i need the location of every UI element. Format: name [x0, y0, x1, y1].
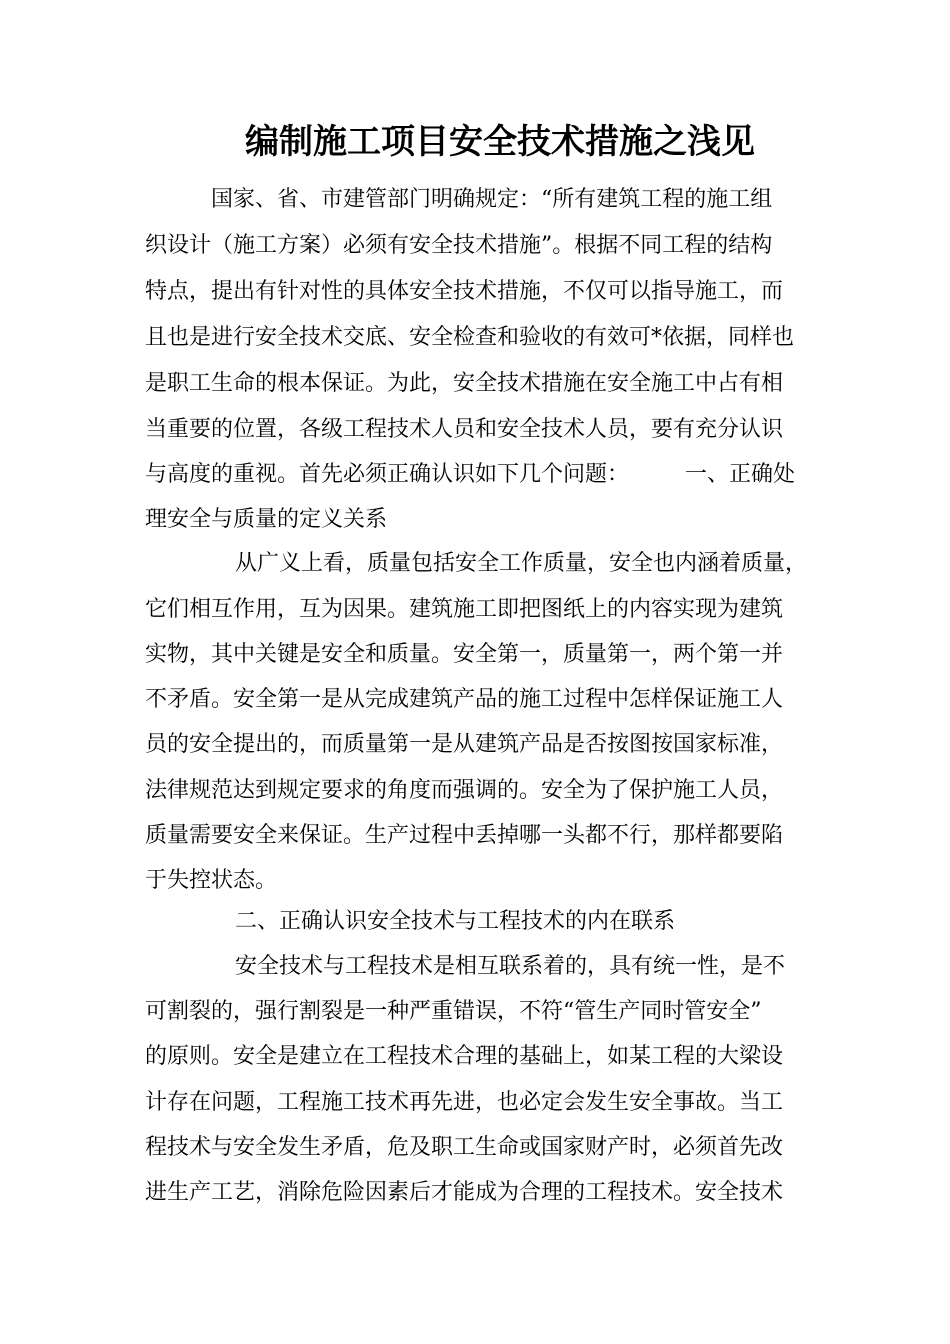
- paragraph-line: 于失控状态。: [145, 868, 278, 893]
- paragraph-line: 从广义上看，质量包括安全工作质量，安全也内涵着质量，: [235, 551, 808, 576]
- paragraph-line-text: 与高度的重视。首先必须正确认识如下几个问题：: [145, 462, 630, 487]
- paragraph-line: 质量需要安全来保证。生产过程中丢掉哪一头都不行，那样都要陷: [145, 823, 784, 848]
- paragraph-line: 计存在问题，工程施工技术再先进，也必定会发生安全事故。当工: [145, 1090, 784, 1115]
- paragraph-line: 实物，其中关键是安全和质量。安全第一，质量第一，两个第一并: [145, 642, 784, 667]
- paragraph-line: 程技术与安全发生矛盾，危及职工生命或国家财产时，必须首先改: [145, 1135, 784, 1160]
- section-heading-1: 一、正确处: [685, 462, 796, 487]
- paragraph-line: 国家、省、市建管部门明确规定：“所有建筑工程的施工组: [211, 187, 773, 212]
- paragraph-line: 进生产工艺，消除危险因素后才能成为合理的工程技术。安全技术: [145, 1180, 784, 1205]
- paragraph-line: 织设计（施工方案）必须有安全技术措施”。根据不同工程的结构: [145, 233, 773, 258]
- paragraph-line: 且也是进行安全技术交底、安全检查和验收的有效可*依据，同样也: [145, 325, 795, 350]
- paragraph-line: 它们相互作用，互为因果。建筑施工即把图纸上的内容实现为建筑: [145, 597, 784, 622]
- paragraph-line: 当重要的位置，各级工程技术人员和安全技术人员，要有充分认识: [145, 417, 784, 442]
- paragraph-line: 员的安全提出的，而质量第一是从建筑产品是否按图按国家标准，: [145, 732, 784, 757]
- paragraph-line: 安全技术与工程技术是相互联系着的，具有统一性，是不: [235, 954, 786, 979]
- paragraph-line: 不矛盾。安全第一是从完成建筑产品的施工过程中怎样保证施工人: [145, 687, 784, 712]
- paragraph-line: [145, 460, 795, 490]
- paragraph-line: 法律规范达到规定要求的角度而强调的。安全为了保护施工人员，: [145, 778, 784, 803]
- section-heading-2: 二、正确认识安全技术与工程技术的内在联系: [235, 909, 676, 934]
- paragraph-line: 是职工生命的根本保证。为此，安全技术措施在安全施工中占有相: [145, 371, 784, 396]
- paragraph-line: 的原则。安全是建立在工程技术合理的基础上，如某工程的大梁设: [145, 1044, 784, 1069]
- paragraph-line: 可割裂的，强行割裂是一种严重错误，不符“管生产同时管安全”: [145, 999, 762, 1024]
- paragraph-line: 特点，提出有针对性的具体安全技术措施，不仅可以指导施工，而: [145, 279, 784, 304]
- document-title: 编制施工项目安全技术措施之浅见: [245, 122, 755, 162]
- section-heading-1-continued: 理安全与质量的定义关系: [145, 507, 388, 532]
